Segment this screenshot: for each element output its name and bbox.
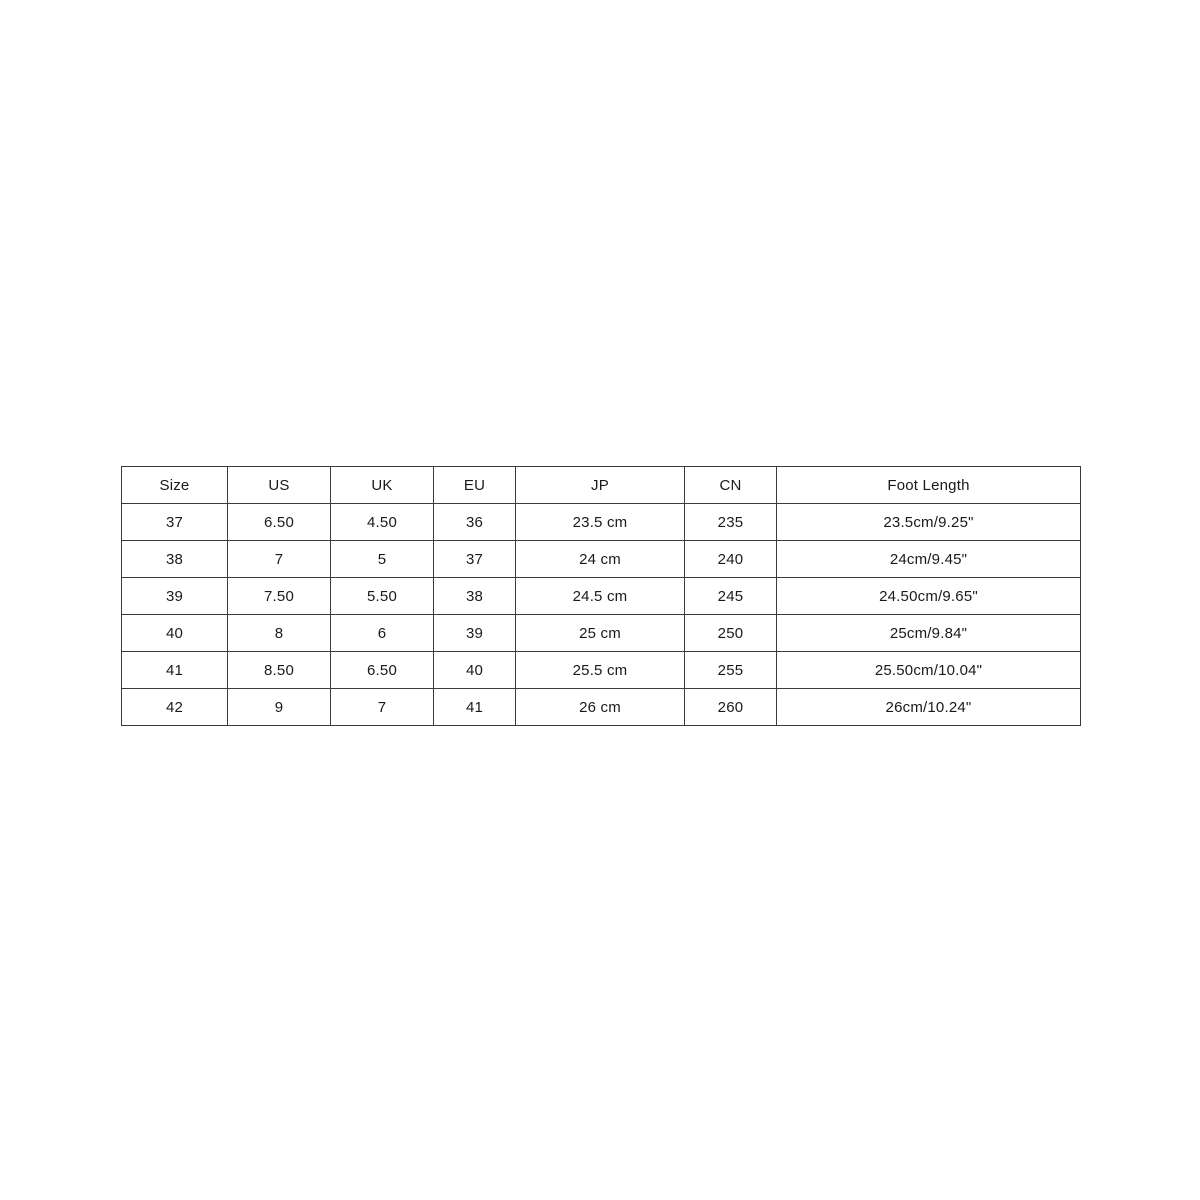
cell-size: 37 [122, 504, 228, 541]
cell-foot-length: 24.50cm/9.65" [777, 578, 1081, 615]
cell-foot-length: 25cm/9.84" [777, 615, 1081, 652]
cell-jp: 24 cm [516, 541, 685, 578]
header-cn: CN [685, 467, 777, 504]
cell-jp: 25 cm [516, 615, 685, 652]
table-header-row [122, 467, 1081, 504]
table-row [122, 652, 1081, 689]
cell-us: 6.50 [228, 504, 331, 541]
cell-cn: 250 [685, 615, 777, 652]
cell-uk: 7 [331, 689, 434, 726]
header-size: Size [122, 467, 228, 504]
cell-uk: 5 [331, 541, 434, 578]
table-row [122, 615, 1081, 652]
cell-foot-length: 23.5cm/9.25" [777, 504, 1081, 541]
cell-eu: 41 [434, 689, 516, 726]
cell-jp: 25.5 cm [516, 652, 685, 689]
cell-size: 41 [122, 652, 228, 689]
cell-eu: 40 [434, 652, 516, 689]
cell-eu: 38 [434, 578, 516, 615]
cell-uk: 4.50 [331, 504, 434, 541]
cell-cn: 255 [685, 652, 777, 689]
cell-foot-length: 24cm/9.45" [777, 541, 1081, 578]
cell-jp: 23.5 cm [516, 504, 685, 541]
cell-eu: 36 [434, 504, 516, 541]
cell-foot-length: 25.50cm/10.04" [777, 652, 1081, 689]
cell-cn: 235 [685, 504, 777, 541]
cell-uk: 6 [331, 615, 434, 652]
cell-foot-length: 26cm/10.24" [777, 689, 1081, 726]
cell-us: 7.50 [228, 578, 331, 615]
size-chart-table [121, 466, 1081, 726]
header-us: US [228, 467, 331, 504]
cell-eu: 39 [434, 615, 516, 652]
cell-us: 9 [228, 689, 331, 726]
table-row [122, 689, 1081, 726]
cell-uk: 5.50 [331, 578, 434, 615]
cell-size: 39 [122, 578, 228, 615]
table-row [122, 578, 1081, 615]
cell-size: 40 [122, 615, 228, 652]
header-jp: JP [516, 467, 685, 504]
header-eu: EU [434, 467, 516, 504]
cell-us: 7 [228, 541, 331, 578]
cell-us: 8.50 [228, 652, 331, 689]
cell-jp: 24.5 cm [516, 578, 685, 615]
cell-cn: 260 [685, 689, 777, 726]
header-uk: UK [331, 467, 434, 504]
cell-eu: 37 [434, 541, 516, 578]
table-row [122, 504, 1081, 541]
cell-size: 42 [122, 689, 228, 726]
cell-uk: 6.50 [331, 652, 434, 689]
cell-cn: 240 [685, 541, 777, 578]
cell-us: 8 [228, 615, 331, 652]
cell-size: 38 [122, 541, 228, 578]
table-row [122, 541, 1081, 578]
cell-cn: 245 [685, 578, 777, 615]
cell-jp: 26 cm [516, 689, 685, 726]
header-foot-length: Foot Length [777, 467, 1081, 504]
